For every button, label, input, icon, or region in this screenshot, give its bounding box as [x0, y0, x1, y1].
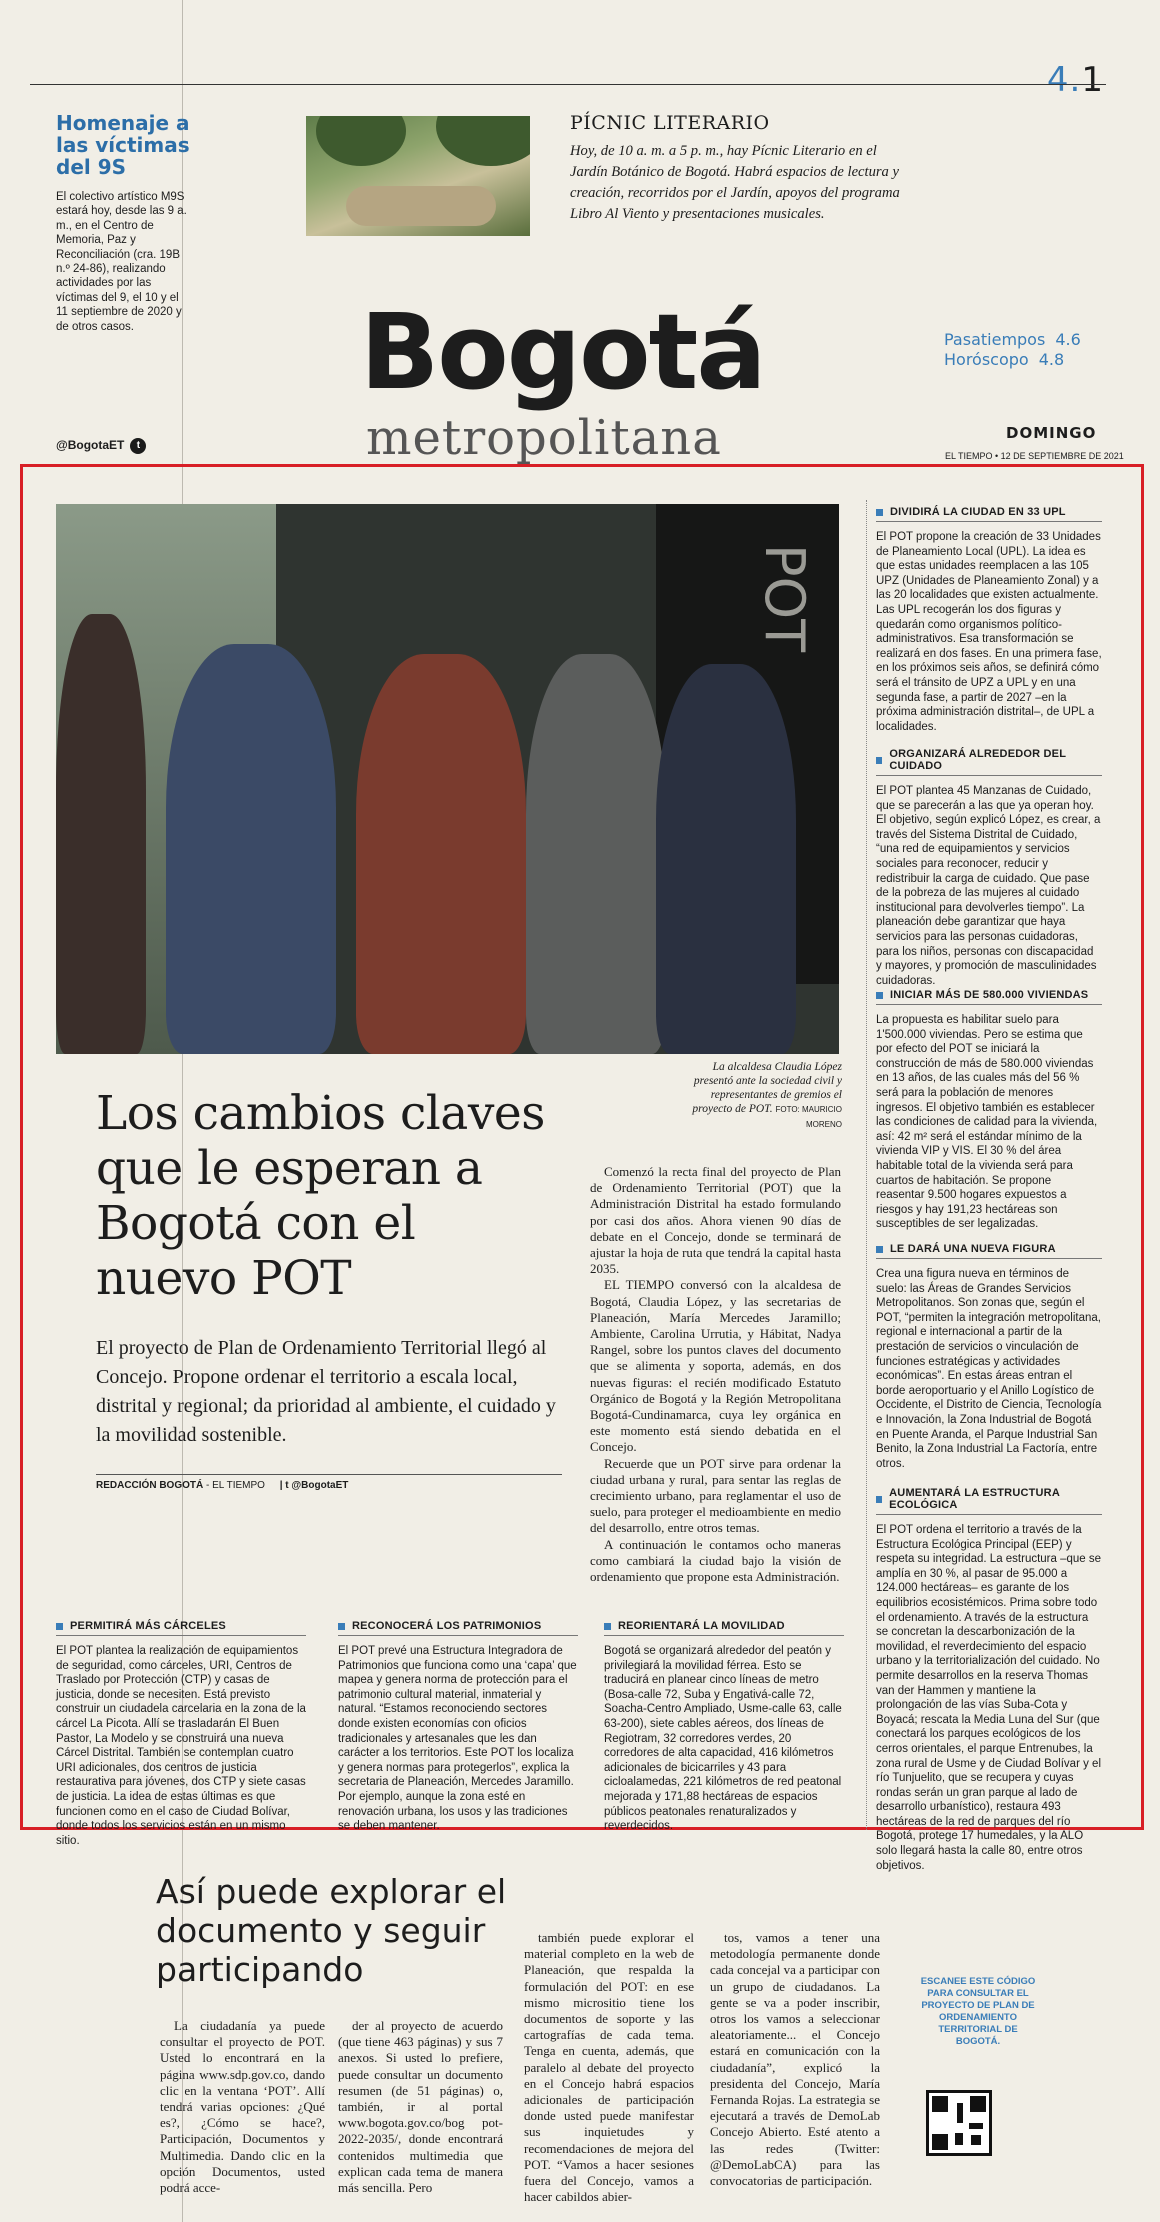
byline: REDACCIÓN BOGOTÁ - EL TIEMPO | t @BogotaET	[96, 1480, 349, 1491]
box-carceles: PERMITIRÁ MÁS CÁRCELES El POT plantea la realización de equipamientos de seguridad, como cárceles, URI, Centros de Traslado por Protección (CTP) y casas de justicia, donde se necesiten. Está previsto construir un ciudadela carcelaria en la zona de la cárcel La Picota. Allí se trasladarán El Buen Pastor, La Modelo y se construirá una nueva Cárcel Distrital. También se contemplan cuatro URI adicionales, dos centros de justicia restaurativa para jóvenes, dos CTP y siete casas de justicia. La idea de estas últimas es que funcionen como en el caso de Ciudad Bolívar, donde todos los servicios están en un mismo sitio.	[56, 1620, 306, 1847]
photo-tree	[436, 116, 530, 166]
bullet-square-icon	[876, 509, 883, 516]
photo-person	[656, 664, 796, 1054]
byline-rule	[96, 1474, 562, 1475]
box-patrimonios: RECONOCERÁ LOS PATRIMONIOS El POT prevé una Estructura Integradora de Patrimonios que funciona como una ‘capa’ que mapea y genera norma de protección para el patrimonio cultural material, inmaterial y natural. “Estamos reconociendo sectores donde existen economías con oficios tradicionales y artesanales que les dan carácter a los territorios. Este POT los localiza y genera normas para protegerlos”, explica la secretaria de Planeación, Mercedes Jaramillo. Por ejemplo, aunque la zona esté en renovación urbana, los usos y las tradiciones se deben mantener.	[338, 1620, 577, 1833]
article-paragraph: Comenzó la recta final del proyecto de Plan de Ordenamiento Territorial (POT) que la Administración Distrital ha estado formulando por casi dos años. Ahora vienen 90 días de debate en el Concejo, donde se terminará de ajustar la hoja de ruta que tendrá la capital hasta 2035.	[590, 1164, 841, 1277]
photo-person-mayor	[166, 644, 336, 1054]
qr-instructions: ESCANEE ESTE CÓDIGO PARA CONSULTAR EL PROYECTO DE PLAN DE ORDENAMIENTO TERRITORIAL DE BOGOTÁ.	[920, 1976, 1036, 2047]
bullet-square-icon	[876, 1496, 882, 1503]
sidebar-item-estructura-ecologica: AUMENTARÁ LA ESTRUCTURA ECOLÓGICA El POT ordena el territorio a través de la Estructura Ecológica Principal (EEP) y respeta su integridad. La estructura –que se amplía en 30 %, al pasar de 95.000 a 124.000 hectáreas– es garante de los equilibrios ecosistémicos. Prima sobre todo el ordenamiento. A través de la estructura se concretan la descarbonización de la movilidad, el reverdecimiento del espacio urbano y la territorialización del cuidado. No permite desarrollos en la reserva Thomas van der Hammen y mantiene la prolongación de las vías Suba-Cota y Boyacá; rescata la Media Luna del Sur (que conectará los parques ecológicos de los cerros orientales, el parque Entrenubes, la zona rural de Usme y de Ciudad Bolívar y el río Tunjuelito, que se recupera y cuyas rondas serán un gran parque al lado de desarrollo urbanístico), restaura 493 hectáreas de la red de parques del río Bogotá, protege 17 humedales, y la ALO solo llegará hasta la calle 80, entre otros objetivos.	[876, 1487, 1102, 1872]
footer-headline: Así puede explorar el documento y seguir participando	[156, 1872, 507, 1989]
article-paragraph: EL TIEMPO conversó con la alcaldesa de Bogotá, Claudia López, y las secretarias de Planeación, María Mercedes Jaramillo; Ambiente, Carolina Urrutia, y Hábitat, Nadya Rangel, sobre los puntos claves del documento que se alimenta y soporta, además, en dos nuevas figuras: el recién modificado Estatuto Orgánico de Bogotá y la Región Metropolitana Bogotá-Cundinamarca, cuya ley orgánica en este momento está siendo debatida en el Concejo.	[590, 1277, 841, 1455]
pot-sign-text: POT	[753, 544, 816, 653]
photo-credit: FOTO: MAURICIO MORENO	[775, 1105, 842, 1129]
picnic-title: PÍCNIC LITERARIO	[570, 112, 770, 134]
bullet-square-icon	[604, 1623, 611, 1630]
date-line: EL TIEMPO • 12 DE SEPTIEMBRE DE 2021	[945, 451, 1124, 461]
sidebar-item-viviendas: INICIAR MÁS DE 580.000 VIVIENDAS La propuesta es habilitar suelo para 1'500.000 viviendas. Pero se estima que por efecto del POT se iniciará la construcción de más de 580.000 viviendas en 13 años, de las cuales más del 56 % será para la población de menores ingresos. El objetivo también es establecer las condiciones de calidad para la vivienda, así: 42 m² será el estándar mínimo de la vivienda VIP y VIS. El 30 % del área habitable total de la vivienda será para cuartos de habitación. Se propone reasentar 9.500 hogares expuestos a riesgos y hay 191,23 hectáreas son susceptibles de ser legalizadas.	[876, 989, 1102, 1232]
twitter-icon: t	[285, 1480, 289, 1491]
qr-code[interactable]	[926, 2090, 992, 2156]
box-movilidad: REORIENTARÁ LA MOVILIDAD Bogotá se organizará alrededor del peatón y privilegiará la movilidad férrea. Esto se traducirá en planear cinco líneas de metro (Bosa-calle 72, Suba y Engativá-calle 72, Soacha-Centro Ampliado, Usme-calle 63, calle 63-200), siete cables aéreos, dos líneas de Regiotram, 32 corredores verdes, 20 corredores de alta capacidad, 416 kilómetros adicionales de bicicarriles y 43 para cicloalamedas, 221 kilómetros de red peatonal mejorada y 171,88 hectáreas de espacios públicos peatonales renaturalizados y reverdecidos.	[604, 1620, 844, 1834]
article-paragraph: A continuación le contamos ocho maneras como cambiará la ciudad bajo la visión de ordenamiento que propone esta Administración.	[590, 1536, 841, 1585]
bullet-square-icon	[876, 757, 882, 764]
photo-picnic-group	[346, 186, 496, 226]
sidebar-divider	[866, 500, 867, 1830]
photo-tree	[316, 116, 406, 166]
masthead-subtitle: metropolitana	[366, 410, 722, 466]
day-label: DOMINGO	[1006, 424, 1097, 442]
twitter-icon: t	[130, 438, 146, 454]
index-item[interactable]: Pasatiempos 4.6	[944, 330, 1081, 349]
article-paragraph: Recuerde que un POT sirve para ordenar la ciudad urbana y rural, para sentar las reglas de crecimiento urbano, para reglamentar el uso de suelo, para proteger el medioambiente en medio del desarrollo, entre otros temas.	[590, 1455, 841, 1536]
footer-column: La ciudadanía ya puede consultar el proyecto de POT. Usted lo encontrará en la página www.sdp.gov.co, dando clic en la ventana ‘POT’. Allí tendrá varias opciones: ¿Qué es?, ¿Cómo se hace?, Participación, Documentos y Multimedia. Dando clic en la opción Documentos, usted podrá acce-	[160, 2018, 325, 2196]
twitter-handle[interactable]: @BogotaET t	[56, 438, 146, 454]
bullet-square-icon	[338, 1623, 345, 1630]
bullet-square-icon	[56, 1623, 63, 1630]
sidebar-item-nueva-figura: LE DARÁ UNA NUEVA FIGURA Crea una figura nueva en términos de suelo: las Áreas de Grandes Servicios Metropolitanos. Son zonas que, según el POT, “permiten la integración metropolitana, regional e internacional a partir de la prestación de servicios o vinculación de funciones estratégicas y actividades económicas”. En estas áreas entran el borde aeroportuario y el Anillo Logístico de Occidente, el Distrito de Ciencia, Tecnología e Innovación, la Zona Industrial de Bogotá en Puente Aranda, el Parque Industrial San Benito, la Zona Industrial La Factoría, entre otros.	[876, 1243, 1102, 1470]
photo-person	[356, 654, 526, 1054]
sidebar-item-cuidado: ORGANIZARÁ ALREDEDOR DEL CUIDADO El POT plantea 45 Manzanas de Cuidado, que se parecerán a las que ya operan hoy. El objetivo, según explicó López, es crear, a través del Sistema Distrital de Cuidado, “una red de equipamientos y servicios sociales para reconocer, reducir y redistribuir la carga de cuidado. Que pase de la pobreza de las mujeres al cuidado institucional para devolverles tiempo”. La planeación debe garantizar que haya servicios para las personas cuidadoras, para los niños, personas con discapacidad y mayores, y promoción de masculinidades cuidadoras.	[876, 748, 1101, 987]
top-rule	[30, 84, 1106, 85]
section-index	[944, 330, 1081, 370]
sidebar-item-upl: DIVIDIRÁ LA CIUDAD EN 33 UPL El POT propone la creación de 33 Unidades de Planeamiento Local (UPL). La idea es que estas unidades reemplacen a las 105 UPZ (Unidades de Planeamiento Zonal) y a las 20 localidades que existen actualmente. Las UPL recogerán los dos figuras y quedarán como organismos político-administrativos. Esa transformación se realizará en dos fases. En una primera fase, en los próximos seis años, se definirá cómo será el tránsito de UPZ a UPL y en una segunda fase, a partir de 2027 –en la próxima administración distrital–, de UPL a localidades.	[876, 506, 1102, 733]
article-deck: El proyecto de Plan de Ordenamiento Territorial llegó al Concejo. Propone ordenar el territorio a escala local, distrital y regional; da prioridad al ambiente, el cuidado y la movilidad sostenible.	[96, 1337, 556, 1446]
index-item[interactable]: Horóscopo 4.8	[944, 350, 1065, 369]
picnic-body: Hoy, de 10 a. m. a 5 p. m., hay Pícnic Literario en el Jardín Botánico de Bogotá. Habrá espacios de lectura y creación, recorridos por el Jardín, apoyos del programa Libro Al Viento y presentaciones musicales.	[570, 143, 900, 222]
photo-caption: La alcaldesa Claudia López presentó ante la sociedad civil y representantes de gremios el proyecto de POT. FOTO: MAURICIO MORENO	[692, 1061, 842, 1129]
bullet-square-icon	[876, 1246, 883, 1253]
article-body	[590, 1164, 841, 1585]
footer-column: der al proyecto de acuerdo (que tiene 463 páginas) y sus 7 anexos. Si usted lo prefiere, puede consultar un documento resumen (de 51 páginas) o, también, ir al portal www.bogota.gov.co/bog pot-2022-2035/, donde encontrará contenidos multimedia que explican cada tema de manera más sencilla. Pero	[338, 2018, 503, 2196]
picnic-photo	[306, 116, 530, 236]
byline-twitter[interactable]: | t @BogotaET	[279, 1480, 349, 1491]
page-number: 4.1	[1046, 60, 1104, 100]
photo-person	[56, 614, 146, 1054]
footer-column: también puede explorar el material completo en la web de Planeación, que respalda la formulación del POT: en ese mismo micrositio tiene los documentos de soporte y las cartografías de cada tema. Tenga en cuenta, además, que paralelo al debate del proyecto en el Concejo habrá espacios adicionales de participación donde usted puede manifestar sus inquietudes y recomendaciones de mejora del POT. “Vamos a hacer sesiones fuera del Concejo, vamos a hacer cabildos abier-	[524, 1930, 694, 2205]
masthead-title: Bogotá	[360, 291, 765, 413]
homenaje-title: Homenaje a las víctimas del 9S	[56, 111, 190, 179]
photo-person	[526, 654, 666, 1054]
homenaje-body: El colectivo artístico M9S estará hoy, desde las 9 a. m., en el Centro de Memoria, Paz y Reconciliación (cra. 19B n.º 24-86), realizando actividades por las víctimas del 9, el 10 y el 11 septiembre de 2020 y de otros casos.	[56, 191, 187, 333]
bullet-square-icon	[876, 992, 883, 999]
footer-column: tos, vamos a tener una metodología permanente donde cada concejal va a participar con un grupo de ciudadanos. La gente se va a poder inscribir, otros los vamos a seleccionar aleatoriamente... el Concejo estará en comunicación con la ciudadanía”, explicó la presidenta del Concejo, María Fernanda Rojas. La estrategia se ejecutará a través de DemoLab Concejo Abierto. Esté atento a las redes (Twitter: @DemoLabCA) para las convocatorias de participación.	[710, 1930, 880, 2189]
main-photo	[56, 504, 839, 1054]
article-headline: Los cambios claves que le esperan a Bogotá con el nuevo POT	[96, 1086, 545, 1306]
